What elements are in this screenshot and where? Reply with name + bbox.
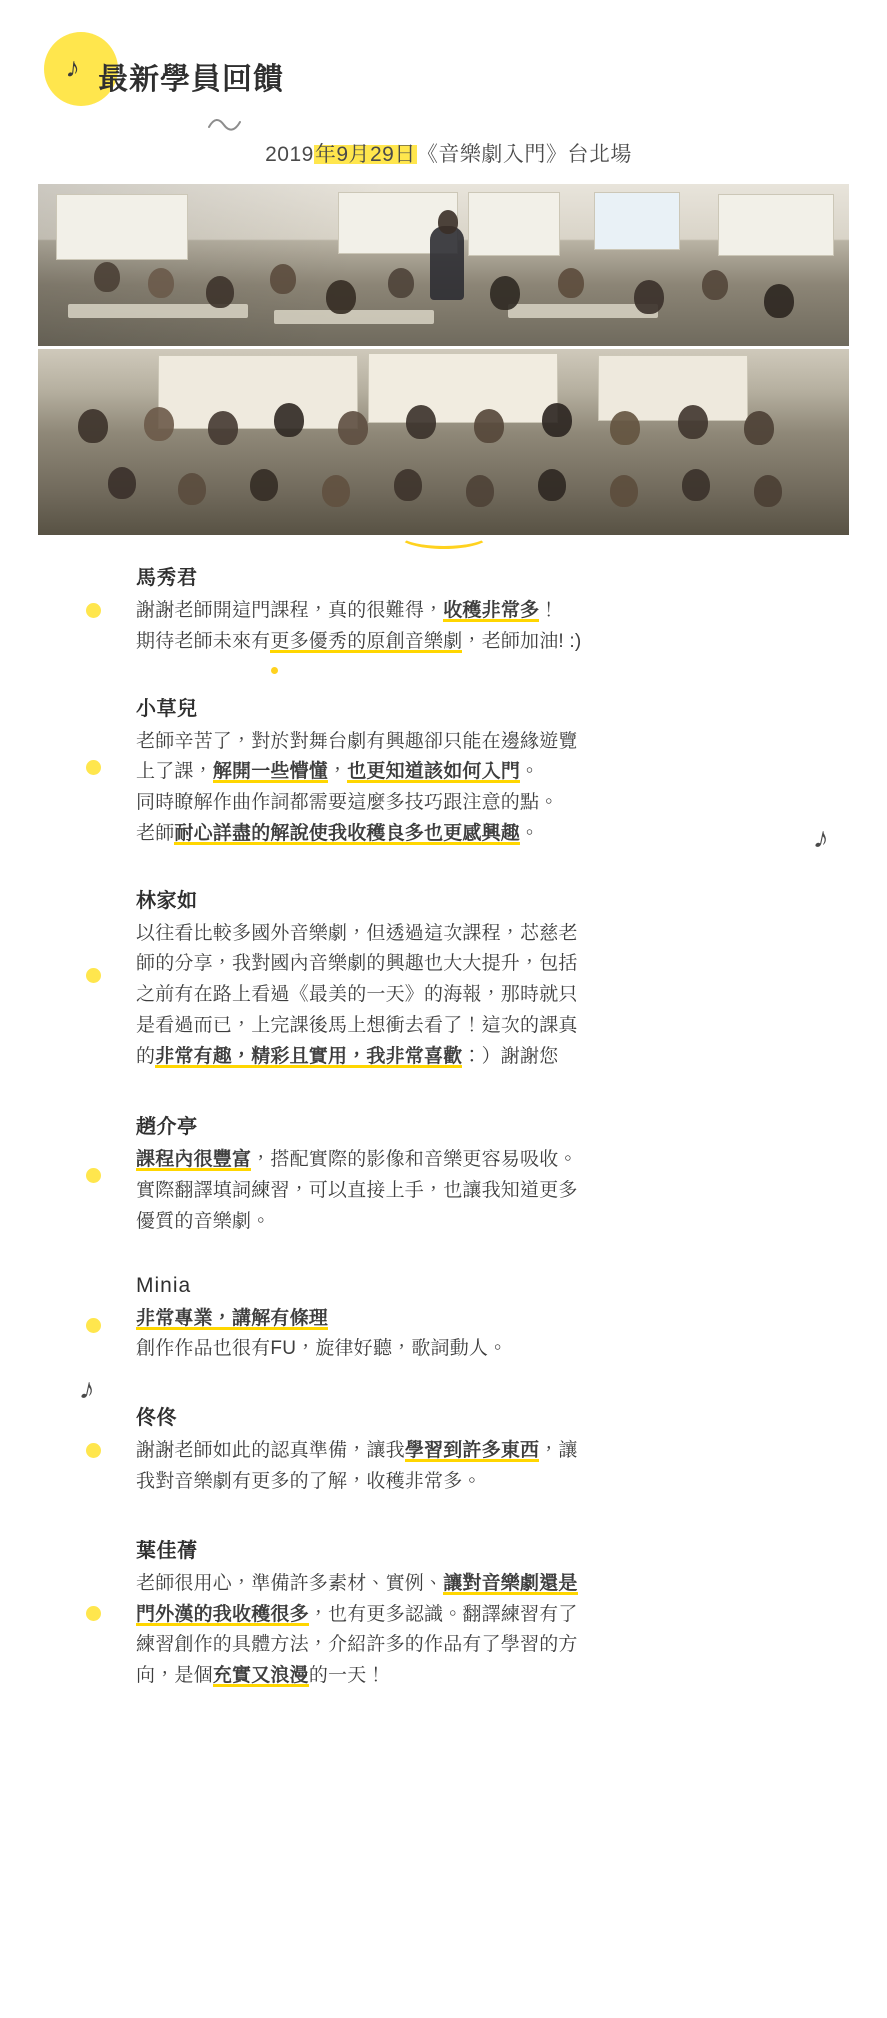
list-item xyxy=(0,561,887,658)
student-name: 小草兒 xyxy=(136,697,198,720)
student-name: 林家如 xyxy=(136,889,198,912)
student-name: 葉佳蒨 xyxy=(136,1539,198,1562)
bullet-dot xyxy=(86,760,101,775)
list-item xyxy=(0,692,887,856)
list-item xyxy=(0,1534,887,1692)
student-comment: 課程內很豐富，搭配實際的影像和音樂更容易吸收。 實際翻譯填詞練習，可以直接上手，也讓我知道更多 優質的音樂劇。 xyxy=(136,1149,578,1232)
bullet-dot xyxy=(86,1318,101,1333)
list-item xyxy=(0,1110,887,1237)
bullet-dot xyxy=(86,1606,101,1621)
decorative-dot xyxy=(271,667,278,674)
list-item xyxy=(0,884,887,1073)
bullet-dot xyxy=(86,968,101,983)
bullet-dot xyxy=(86,1168,101,1183)
student-comment: 非常專業，講解有條理 創作作品也很有FU，旋律好聽，歌詞動人。 xyxy=(136,1307,508,1360)
student-name: 佟佟 xyxy=(136,1407,177,1430)
feedback-page xyxy=(0,18,887,1758)
page-title: 最新學員回饋 xyxy=(98,63,284,96)
student-comment: 以往看比較多國外音樂劇，但透過這次課程，芯慈老 師的分享，我對國內音樂劇的興趣也大大提升，包括 之前有在路上看過《最美的一天》的海報，那時就只 是看過而已，上完課後馬上想衝去看了！這次的課真 的非常有趣，精彩且實用，我非常喜歡：）謝謝您 xyxy=(136,922,578,1067)
student-name: 趙介亭 xyxy=(136,1116,198,1139)
list-item xyxy=(0,1274,887,1366)
student-name: Minia xyxy=(136,1273,192,1297)
music-note-icon: ♪ xyxy=(64,51,82,84)
testimonial-list xyxy=(0,561,887,1692)
student-comment: 老師很用心，準備許多素材、實例、讓對音樂劇還是 門外漢的我收穫很多，也有更多認識。翻譯練習有了 練習創作的具體方法，介紹許多的作品有了學習的方 向，是個充實又浪漫的一天！ xyxy=(136,1572,578,1687)
subtitle-highlight: 年9月29日 xyxy=(314,143,416,166)
student-comment: 謝謝老師開這門課程，真的很難得，收穫非常多！ 期待老師未來有更多優秀的原創音樂劇，老師加油! :) xyxy=(136,600,582,652)
bullet-dot xyxy=(86,603,101,618)
subtitle-post: 《音樂劇入門》台北場 xyxy=(416,143,632,166)
squiggle-icon xyxy=(208,116,242,132)
photo-gallery xyxy=(38,184,849,535)
student-name: 馬秀君 xyxy=(136,567,198,589)
group-photo xyxy=(38,349,849,535)
subtitle-pre: 2019 xyxy=(265,143,314,166)
list-item xyxy=(0,1372,887,1498)
music-note-icon: ♪ xyxy=(76,1372,99,1408)
student-comment: 老師辛苦了，對於對舞台劇有興趣卻只能在邊緣遊覽 上了課，解開一些懵懂，也更知道該如何入門。 同時瞭解作曲作詞都需要這麼多技巧跟注意的點。 老師耐心詳盡的解說使我收穫良多也更感興趣。 xyxy=(136,730,578,844)
bullet-dot xyxy=(86,1443,101,1458)
music-note-icon: ♪ xyxy=(810,820,833,856)
classroom-photo xyxy=(38,184,849,346)
page-header xyxy=(0,18,887,128)
session-subtitle xyxy=(0,138,887,168)
student-comment: 謝謝老師如此的認真準備，讓我學習到許多東西，讓 我對音樂劇有更多的了解，收穫非常多。 xyxy=(136,1440,578,1493)
